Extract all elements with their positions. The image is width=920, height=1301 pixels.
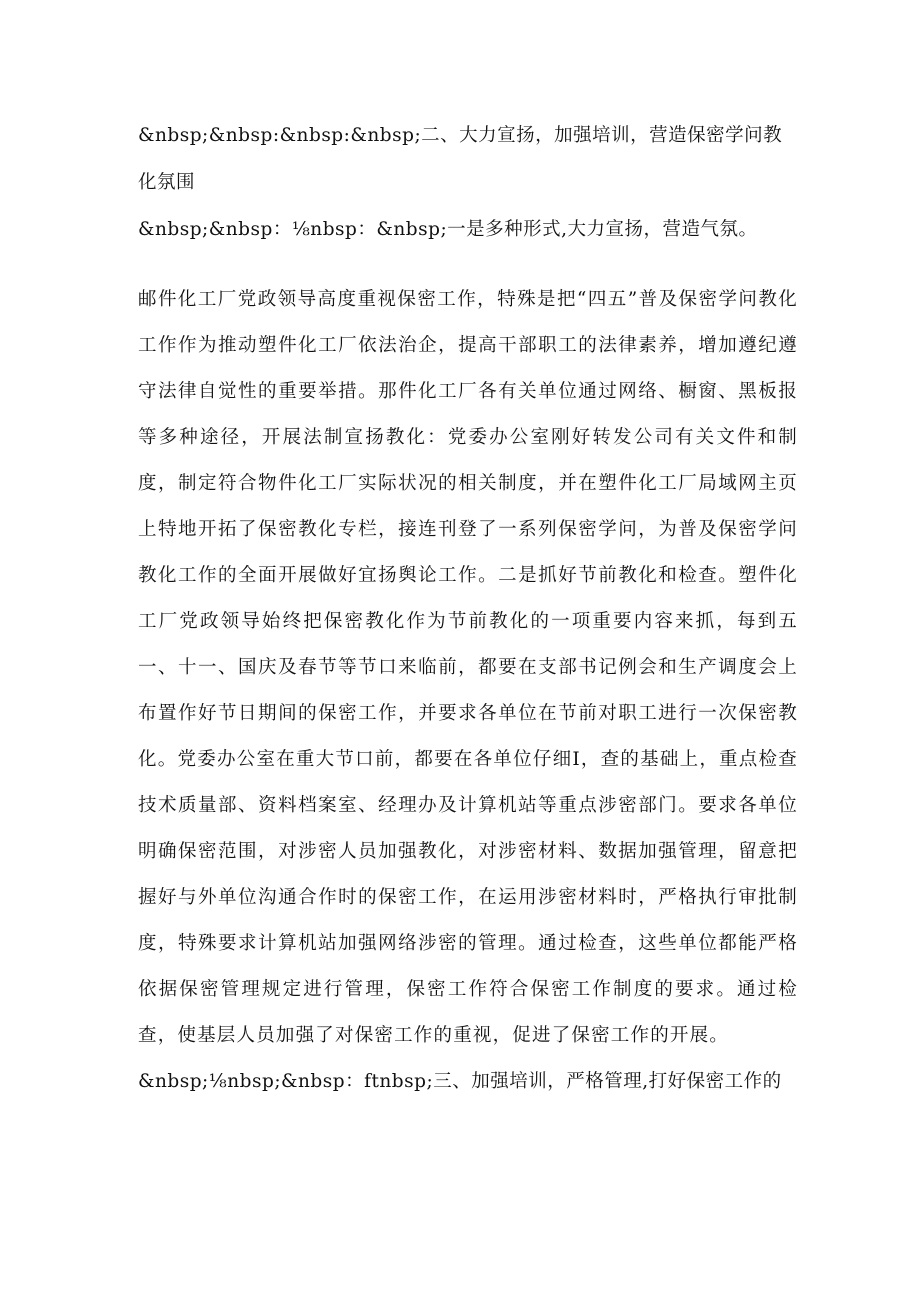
body-paragraph: 邮件化工厂党政领导高度重视保密工作，特殊是把“四五”普及保密学问教化工作作为推动塑件化工厂依法治企，提高干部职工的法律素养，增加遵纪遵守法律自觉性的重要举措。那件化工厂各有关单位通过网络、橱窗、黑板报等多种途径，开展法制宣扬教化：党委办公室刚好转发公司有关文件和制度，制定符合物件化工厂实际状况的相关制度，并在塑件化工厂局域网主页上特地开拓了保密教化专栏，接连刊登了一系列保密学问，为普及保密学问教化工作的全面开展做好宜扬舆论工作。二是抓好节前教化和检查。塑件化工厂党政领导始终把保密教化作为节前教化的一项重要内容来抓，每到五一、十一、国庆及春节等节口来临前，都要在支部书记例会和生产调度会上布置作好节日期间的保密工作，并要求各单位在节前对职工进行一次保密教化。党委办公室在重大节口前，都要在各单位仔细I，查的基础上，重点检查技术质量部、资料档案室、经理办及计算机站等重点涉密部门。要求各单位明确保密范围，对涉密人员加强教化，对涉密材料、数据加强管理，留意把握好与外单位沟通合作时的保密工作，在运用涉密材料时，严格执行审批制度，特殊要求计算机站加强网络涉密的管理。通过检查，这些单位都能严格依据保密管理规定进行管理，保密工作符合保密工作制度的要求。通过检查，使基层人员加强了对保密工作的重视，促进了保密工作的开展。 bbox=[138, 289, 798, 1046]
section-two-heading: &nbsp;&nbsp:&nbsp:&nbsp;二、大力宣扬，加强培训，营造保密学问教化氛围 bbox=[138, 125, 783, 193]
section-three-heading: &nbsp;⅛nbsp;&nbsp：ftnbsp;三、加强培训，严格管理,打好保密工作的 bbox=[138, 1071, 782, 1092]
document-page bbox=[138, 112, 798, 1105]
point-one-heading: &nbsp;&nbsp：⅛nbsp：&nbsp;一是多种形式,大力宣扬，营造气氛。 bbox=[138, 219, 758, 240]
